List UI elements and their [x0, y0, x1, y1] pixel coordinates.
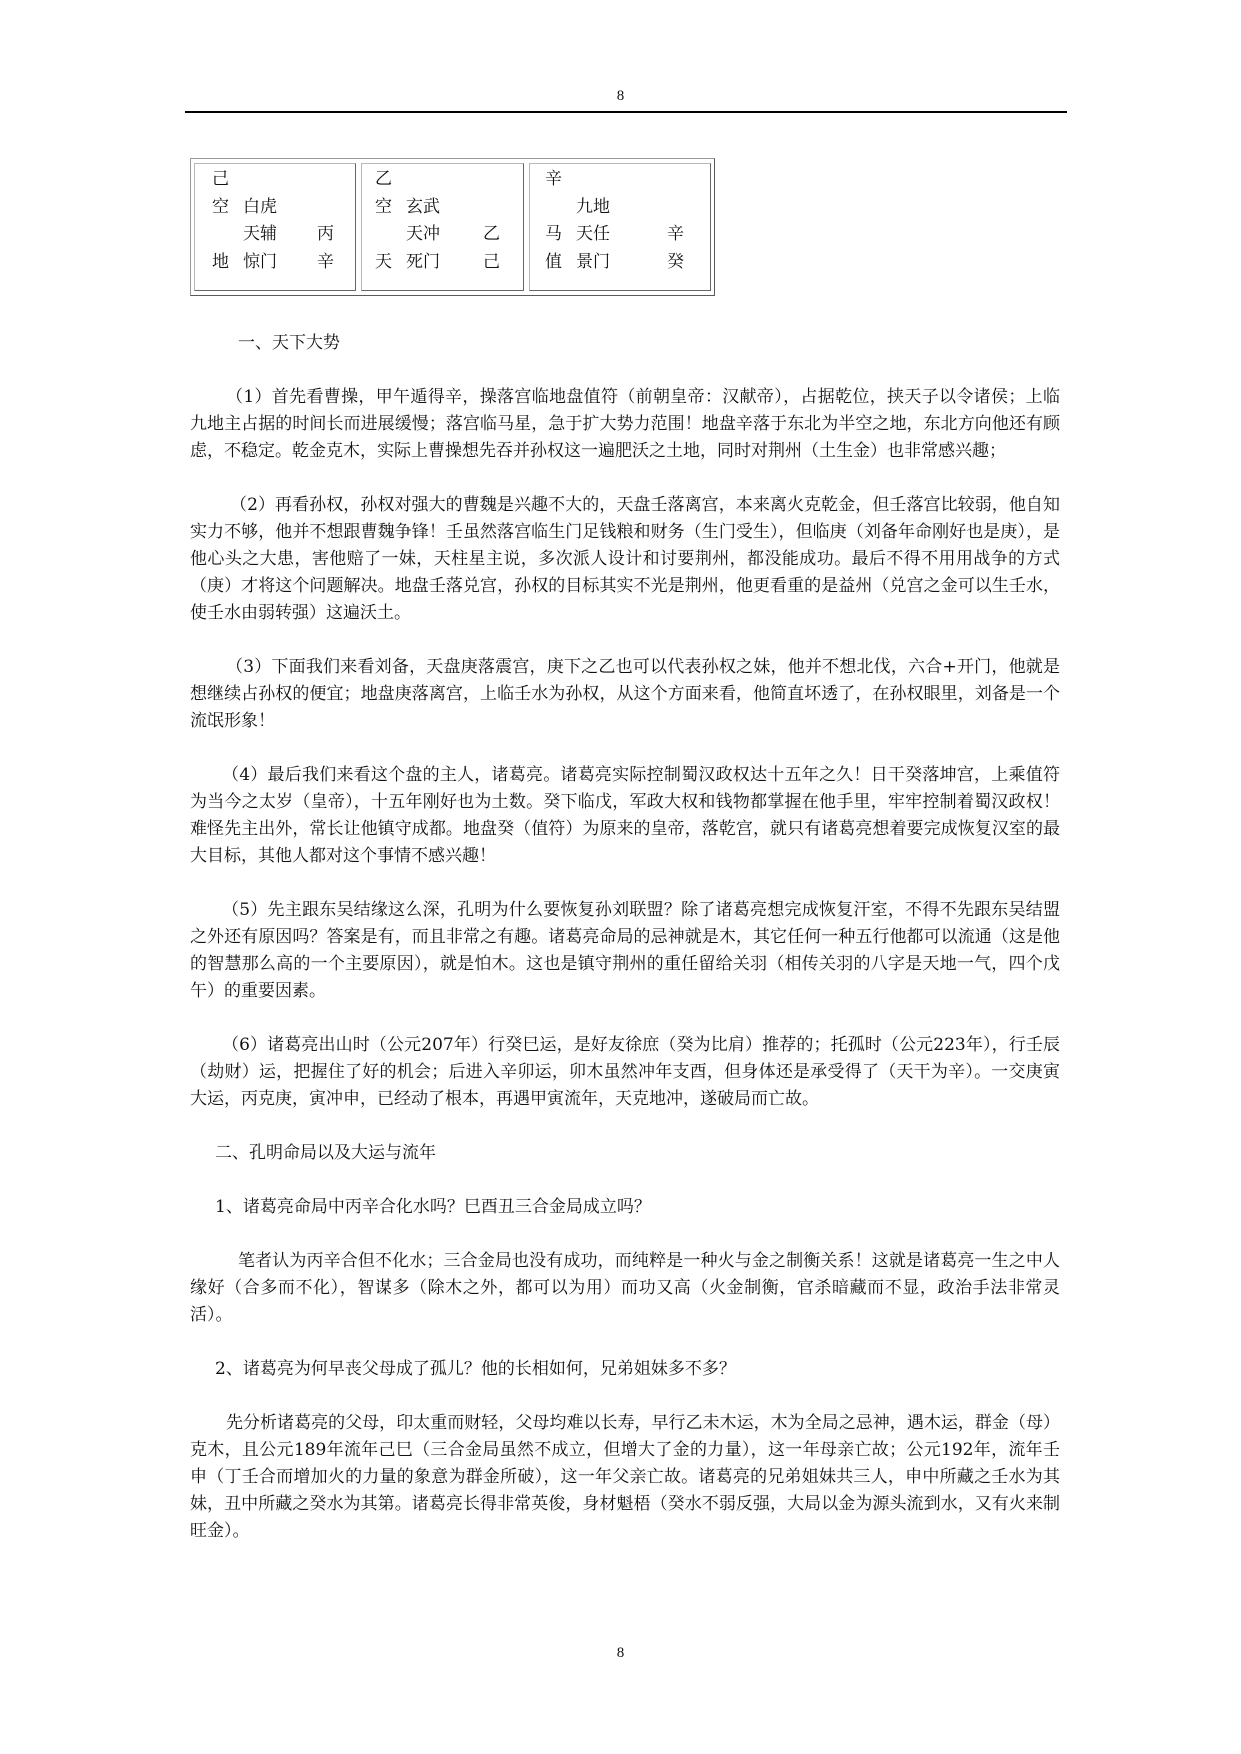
palace-2-row3-c: 乙	[483, 224, 500, 244]
palace-1-row4-c: 辛	[317, 252, 334, 272]
palace-3-deity: 九地	[576, 197, 610, 217]
page-number-bottom: 8	[616, 1645, 625, 1661]
paragraph-4: （4）最后我们来看这个盘的主人，诸葛亮。诸葛亮实际控制蜀汉政权达十五年之久！日干癸落坤宫，上乘值符为当今之太岁（皇帝），十五年刚好也为土数。癸下临戊，军政大权和钱物都掌握在他手里，牢牢控制着蜀汉政权！难怪先主出外，常长让他镇守成都。地盘癸（值符）为原来的皇帝，落乾宫，就只有诸葛亮想着要完成恢复汉室的最大目标，其他人都对这个事情不感兴趣！	[190, 765, 1060, 866]
palace-3-row4-c: 癸	[667, 252, 684, 272]
paragraph-5: （5）先主跟东吴结缘这么深，孔明为什么要恢复孙刘联盟？除了诸葛亮想完成恢复汗室，不得不先跟东吴结盟之外还有原因吗？答案是有，而且非常之有趣。诸葛亮命局的忌神就是木，其它任何一种五行他都可以流通（这是他的智慧那么高的一个主要原因），就是怕木。这也是镇守荆州的重任留给关羽（相传关羽的八字是天地一气，四个戊午）的重要因素。	[190, 900, 1060, 1001]
qimen-chart	[190, 158, 715, 296]
page-number-top: 8	[616, 88, 625, 104]
section-1-title: 一、天下大势	[238, 333, 340, 353]
answer-1: 笔者认为丙辛合但不化水；三合金局也没有成功，而纯粹是一种火与金之制衡关系！这就是诸葛亮一生之中人缘好（合多而不化），智谋多（除木之外，都可以为用）而功又高（火金制衡，官杀暗藏而不显，政治手法非常灵活）。	[190, 1251, 1060, 1325]
paragraph-6: （6）诸葛亮出山时（公元207年）行癸巳运，是好友徐庶（癸为比肩）推荐的；托孤时（公元223年），行壬辰（劫财）运，把握住了好的机会；后进入辛卯运，卯木虽然冲年支酉，但身体还是承受得了（天干为辛）。一交庚寅大运，丙克庚，寅冲申，已经动了根本，再遇甲寅流年，天克地冲，遂破局而亡故。	[190, 1035, 1060, 1109]
paragraph-1: （1）首先看曹操，甲午遁得辛，操落宫临地盘值符（前朝皇帝：汉献帝），占据乾位，挟天子以令诸侯；上临九地主占据的时间长而进展缓慢；落宫临马星，急于扩大势力范围！地盘辛落于东北为半空之地，东北方向他还有顾虑，不稳定。乾金克木，实际上曹操想先吞并孙权这一遍肥沃之土地，同时对荆州（土生金）也非常感兴趣；	[190, 387, 1060, 461]
palace-3	[529, 163, 711, 291]
palace-3-star: 天任	[576, 224, 610, 244]
palace-2-row4-c: 己	[483, 252, 500, 272]
section-2-title: 二、孔明命局以及大运与流年	[215, 1143, 436, 1163]
palace-1-star: 天辅	[243, 224, 277, 244]
palace-2	[361, 163, 524, 291]
palace-3-row4-a: 值	[545, 252, 562, 272]
palace-3-row3-c: 辛	[667, 224, 684, 244]
palace-3-row3-a: 马	[545, 224, 562, 244]
header-rule	[185, 111, 1067, 113]
palace-1-row3-c: 丙	[317, 224, 334, 244]
palace-1	[194, 163, 356, 291]
palace-2-star: 天冲	[406, 224, 440, 244]
palace-1-deity: 白虎	[243, 197, 277, 217]
paragraph-3: （3）下面我们来看刘备，天盘庚落震宫，庚下之乙也可以代表孙权之妹，他并不想北伐，六合+开门，他就是想继续占孙权的便宜；地盘庚落离宫，上临壬水为孙权，从这个方面来看，他简直坏透了，在孙权眼里，刘备是一个流氓形象！	[190, 657, 1060, 731]
palace-2-row2-a: 空	[375, 197, 392, 217]
question-2: 2、诸葛亮为何早丧父母成了孤儿？他的长相如何，兄弟姐妹多不多？	[215, 1359, 736, 1379]
palace-3-stem: 辛	[545, 169, 562, 189]
answer-2: 先分析诸葛亮的父母，印太重而财轻，父母均难以长寿，早行乙未木运，木为全局之忌神，遇木运，群金（母）克木，且公元189年流年己巳（三合金局虽然不成立，但增大了金的力量），这一年母亲亡故；公元192年，流年壬申（丁壬合而增加火的力量的象意为群金所破），这一年父亲亡故。诸葛亮的兄弟姐妹共三人，申中所藏之壬水为其妹，丑中所藏之癸水为其第。诸葛亮长得非常英俊，身材魁梧（癸水不弱反强，大局以金为源头流到水，又有火来制旺金）。	[190, 1413, 1060, 1541]
palace-2-door: 死门	[406, 252, 440, 272]
palace-2-deity: 玄武	[406, 197, 440, 217]
palace-1-door: 惊门	[243, 252, 277, 272]
palace-1-row2-a: 空	[212, 197, 229, 217]
palace-2-stem: 乙	[375, 169, 392, 189]
palace-3-door: 景门	[576, 252, 610, 272]
palace-1-row4-a: 地	[212, 252, 229, 272]
paragraph-2: （2）再看孙权，孙权对强大的曹魏是兴趣不大的，天盘壬落离宫，本来离火克乾金，但壬落宫比较弱，他自知实力不够，他并不想跟曹魏争锋！壬虽然落宫临生门足钱粮和财务（生门受生），但临庚（刘备年命刚好也是庚），是他心头之大患，害他赔了一妹，天柱星主说，多次派人设计和讨要荆州，都没能成功。最后不得不用用战争的方式（庚）才将这个问题解决。地盘壬落兑宫，孙权的目标其实不光是荆州，他更看重的是益州（兑宫之金可以生壬水，使壬水由弱转强）这遍沃土。	[190, 495, 1060, 623]
palace-2-row4-a: 天	[375, 252, 392, 272]
question-1: 1、诸葛亮命局中丙辛合化水吗？巳酉丑三合金局成立吗？	[215, 1197, 651, 1217]
article-body	[190, 330, 1060, 1545]
palace-1-stem: 己	[212, 169, 229, 189]
